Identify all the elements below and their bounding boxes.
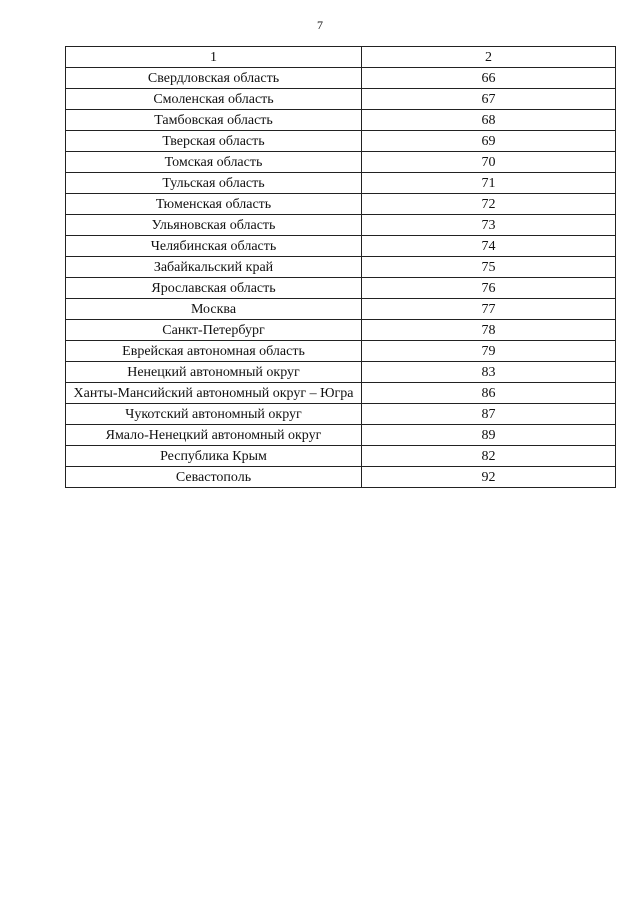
column-header-2: 2 xyxy=(362,47,616,68)
table-row xyxy=(66,404,616,425)
region-code: 70 xyxy=(362,152,616,173)
table-row xyxy=(66,278,616,299)
region-code: 89 xyxy=(362,425,616,446)
table-row xyxy=(66,215,616,236)
table-row xyxy=(66,320,616,341)
region-name: Челябинская область xyxy=(66,236,362,257)
table-row xyxy=(66,341,616,362)
region-code: 75 xyxy=(362,257,616,278)
table-row xyxy=(66,299,616,320)
region-name: Ярославская область xyxy=(66,278,362,299)
column-header-1: 1 xyxy=(66,47,362,68)
region-code: 66 xyxy=(362,68,616,89)
region-name: Ненецкий автономный округ xyxy=(66,362,362,383)
region-name: Тюменская область xyxy=(66,194,362,215)
region-name: Республика Крым xyxy=(66,446,362,467)
region-code-table xyxy=(65,46,616,488)
region-code: 86 xyxy=(362,383,616,404)
table-row xyxy=(66,89,616,110)
table-row xyxy=(66,467,616,488)
region-code: 76 xyxy=(362,278,616,299)
region-name: Тверская область xyxy=(66,131,362,152)
region-code: 73 xyxy=(362,215,616,236)
region-code: 79 xyxy=(362,341,616,362)
table-row xyxy=(66,257,616,278)
region-code: 69 xyxy=(362,131,616,152)
region-code: 87 xyxy=(362,404,616,425)
table-row xyxy=(66,446,616,467)
table-row xyxy=(66,383,616,404)
region-code: 71 xyxy=(362,173,616,194)
region-name: Тульская область xyxy=(66,173,362,194)
region-code: 83 xyxy=(362,362,616,383)
table-row xyxy=(66,362,616,383)
region-name: Еврейская автономная область xyxy=(66,341,362,362)
region-name: Забайкальский край xyxy=(66,257,362,278)
region-name: Севастополь xyxy=(66,467,362,488)
table-row xyxy=(66,110,616,131)
table-row xyxy=(66,68,616,89)
table-row xyxy=(66,236,616,257)
table-row xyxy=(66,173,616,194)
region-code: 77 xyxy=(362,299,616,320)
table-row xyxy=(66,425,616,446)
region-name: Смоленская область xyxy=(66,89,362,110)
region-code: 92 xyxy=(362,467,616,488)
region-code: 74 xyxy=(362,236,616,257)
table-row xyxy=(66,194,616,215)
region-name: Ханты-Мансийский автономный округ – Югра xyxy=(66,383,362,404)
region-name: Томская область xyxy=(66,152,362,173)
region-code: 82 xyxy=(362,446,616,467)
table-row xyxy=(66,152,616,173)
region-code: 72 xyxy=(362,194,616,215)
table-row xyxy=(66,131,616,152)
region-name: Ульяновская область xyxy=(66,215,362,236)
region-name: Ямало-Ненецкий автономный округ xyxy=(66,425,362,446)
region-code: 78 xyxy=(362,320,616,341)
region-code: 67 xyxy=(362,89,616,110)
region-name: Тамбовская область xyxy=(66,110,362,131)
region-name: Чукотский автономный округ xyxy=(66,404,362,425)
table-header-row xyxy=(66,47,616,68)
region-name: Москва xyxy=(66,299,362,320)
region-name: Санкт-Петербург xyxy=(66,320,362,341)
region-code: 68 xyxy=(362,110,616,131)
region-name: Свердловская область xyxy=(66,68,362,89)
page-number: 7 xyxy=(317,18,323,32)
